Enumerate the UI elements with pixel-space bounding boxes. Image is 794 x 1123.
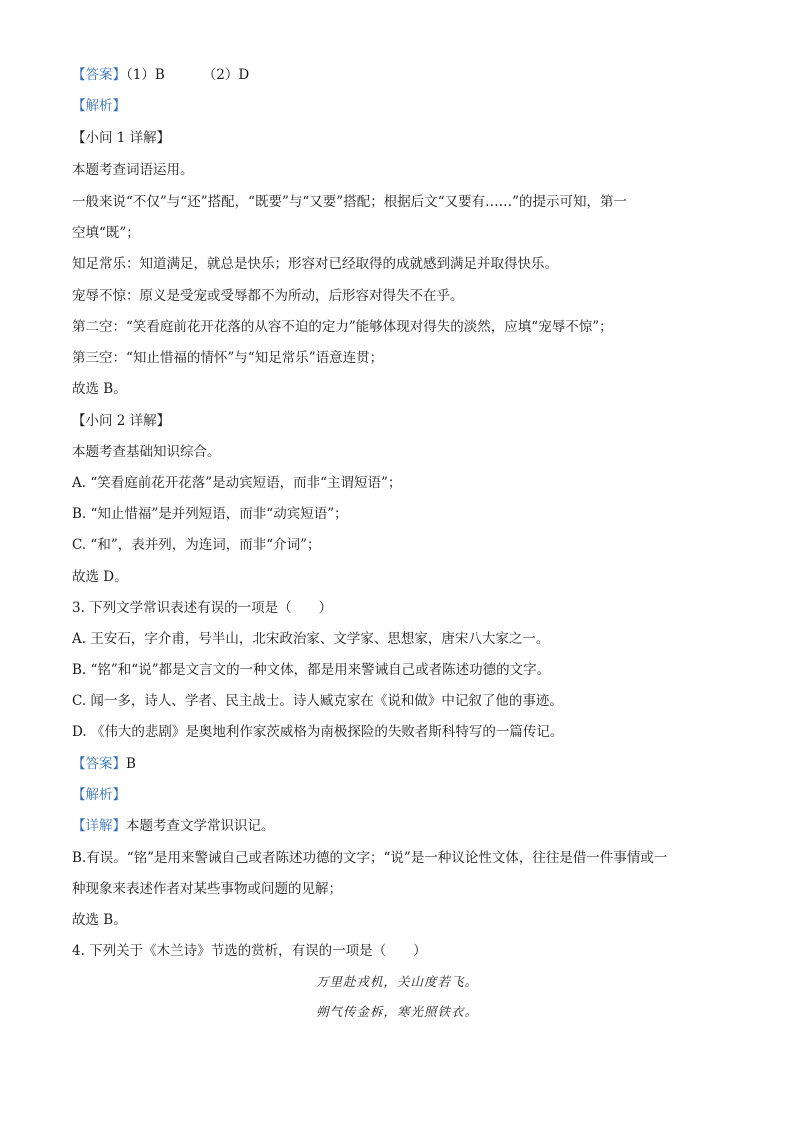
q1-line: 本题考查词语运用。 xyxy=(72,162,194,178)
q2-line: B. “知止惜福”是并列短语，而非“动宾短语”； xyxy=(72,506,348,522)
detail-line-3 xyxy=(72,816,722,836)
q2-line: 本题考查基础知识综合。 xyxy=(72,444,221,460)
q1-line: 宠辱不惊：原义是受宠或受辱都不为所动，后形容对得失不在乎。 xyxy=(72,288,464,304)
q1-line: 故选 B。 xyxy=(72,381,127,397)
q1-line: 知足常乐：知道满足，就总是快乐；形容对已经取得的成就感到满足并取得快乐。 xyxy=(72,256,558,272)
answer-part-2: （2）D xyxy=(202,67,250,83)
analysis-tag-3: 【解析】 xyxy=(72,787,126,803)
q1-line: 第三空：“知止惜福的情怀”与“知足常乐”语意连贯； xyxy=(72,350,384,366)
q1-line: 一般来说“不仅”与“还”搭配，“既要”与“又要”搭配；根据后文“又要有……”的提示可知，第一 xyxy=(72,194,628,210)
q3-option-c: C. 闻一多，诗人、学者、民主战士。诗人臧克家在《说和做》中记叙了他的事迹。 xyxy=(72,693,563,709)
detail-tag: 【详解】 xyxy=(72,818,126,834)
q2-line: 故选 D。 xyxy=(72,569,128,585)
answer-value: B xyxy=(126,756,136,772)
answer-part-1: （1）B xyxy=(126,67,165,83)
q3-option-d: D. 《伟大的悲剧》是奥地利作家茨威格为南极探险的失败者斯科特写的一篇传记。 xyxy=(72,724,564,740)
analysis-tag-1: 【解析】 xyxy=(72,98,126,114)
q1-line: 第二空：“笑看庭前花开花落的从容不迫的定力”能够体现对得失的淡然，应填“宠辱不惊”； xyxy=(72,319,613,335)
q2-line: C. “和”，表并列，为连词，而非“介词”； xyxy=(72,537,321,553)
poem-line: 朔气传金柝，寒光照铁衣。 xyxy=(315,1004,478,1019)
answer-line-1 xyxy=(72,65,722,85)
detail-text: 本题考查文学常识识记。 xyxy=(126,818,275,834)
q2-line: A. “笑看庭前花开花落”是动宾短语，而非“主谓短语”； xyxy=(72,475,402,491)
answer-tag: 【答案】 xyxy=(72,756,126,772)
q3-question: 3. 下列文学常识表述有误的一项是（ ） xyxy=(72,600,333,616)
answer-line-3 xyxy=(72,754,722,774)
detail3-line: 种现象来表述作者对某些事物或问题的见解； xyxy=(72,881,342,897)
q3-option-a: A. 王安石，字介甫，号半山，北宋政治家、文学家、思想家，唐宋八大家之一。 xyxy=(72,631,550,647)
detail3-line: 故选 B。 xyxy=(72,912,127,928)
poem-line: 万里赴戎机，关山度若飞。 xyxy=(315,974,478,989)
q1-detail-title: 【小问 1 详解】 xyxy=(72,130,171,146)
detail3-line: B.有误。“铭”是用来警诫自己或者陈述功德的文字；“说”是一种议论性文体，往往是借一件事情或一 xyxy=(72,850,668,866)
q3-option-b: B. “铭”和“说”都是文言文的一种文体，都是用来警诫自己或者陈述功德的文字。 xyxy=(72,662,551,678)
q2-detail-title: 【小问 2 详解】 xyxy=(72,413,171,429)
q1-line: 空填“既”； xyxy=(72,225,140,241)
answer-tag: 【答案】 xyxy=(72,67,126,83)
q4-question: 4. 下列关于《木兰诗》节选的赏析，有误的一项是（ ） xyxy=(72,943,427,959)
